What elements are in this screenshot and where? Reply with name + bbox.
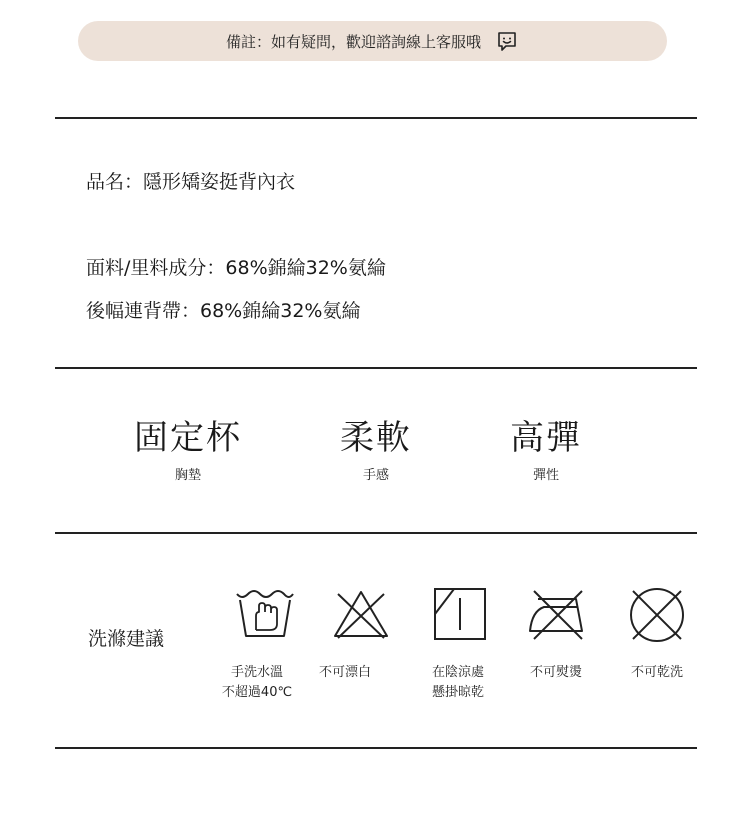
hand-wash-caption — [212, 663, 302, 703]
line-dry-caption — [418, 663, 498, 703]
hand-wash-icon — [234, 586, 296, 640]
caption-line: 手洗水溫 — [230, 665, 283, 680]
feature-title: 高彈 — [510, 418, 582, 458]
fabric-composition: 面料/里料成分：68%錦綸32%氨綸 — [86, 257, 386, 279]
caption-line: 在陰涼處 — [431, 665, 484, 680]
product-name: 品名：隱形矯姿挺背內衣 — [86, 171, 296, 193]
no-dry-clean-caption — [619, 663, 695, 683]
feature-subtitle: 胸墊 — [174, 468, 201, 483]
notice-banner — [78, 21, 667, 61]
no-dry-clean-icon — [627, 585, 687, 645]
feature-high-elastic — [466, 418, 626, 483]
feature-subtitle: 手感 — [362, 468, 389, 483]
caption-line: 不可漂白 — [318, 665, 371, 680]
divider — [55, 747, 697, 749]
caption-line: 懸掛晾乾 — [431, 685, 484, 700]
no-bleach-caption — [308, 663, 382, 683]
feature-soft — [296, 418, 456, 483]
no-bleach-icon — [330, 588, 392, 642]
divider — [55, 117, 697, 119]
feature-title: 柔軟 — [340, 418, 412, 458]
divider — [55, 532, 697, 534]
no-iron-icon — [524, 587, 590, 641]
line-dry-shade-icon — [432, 586, 488, 642]
caption-line: 不可乾洗 — [630, 665, 683, 680]
feature-title: 固定杯 — [134, 418, 242, 458]
care-title: 洗滌建議 — [88, 628, 165, 650]
smiley-chat-icon — [495, 29, 519, 53]
feature-subtitle: 彈性 — [532, 468, 559, 483]
caption-line: 不超過40℃ — [221, 685, 293, 700]
divider — [55, 367, 697, 369]
no-iron-caption — [518, 663, 594, 683]
strap-composition: 後幅連背帶：68%錦綸32%氨綸 — [86, 300, 361, 322]
caption-line: 不可熨燙 — [529, 665, 582, 680]
feature-fixed-cup — [108, 418, 268, 483]
notice-text: 備註：如有疑問，歡迎諮詢線上客服哦 — [225, 32, 481, 51]
